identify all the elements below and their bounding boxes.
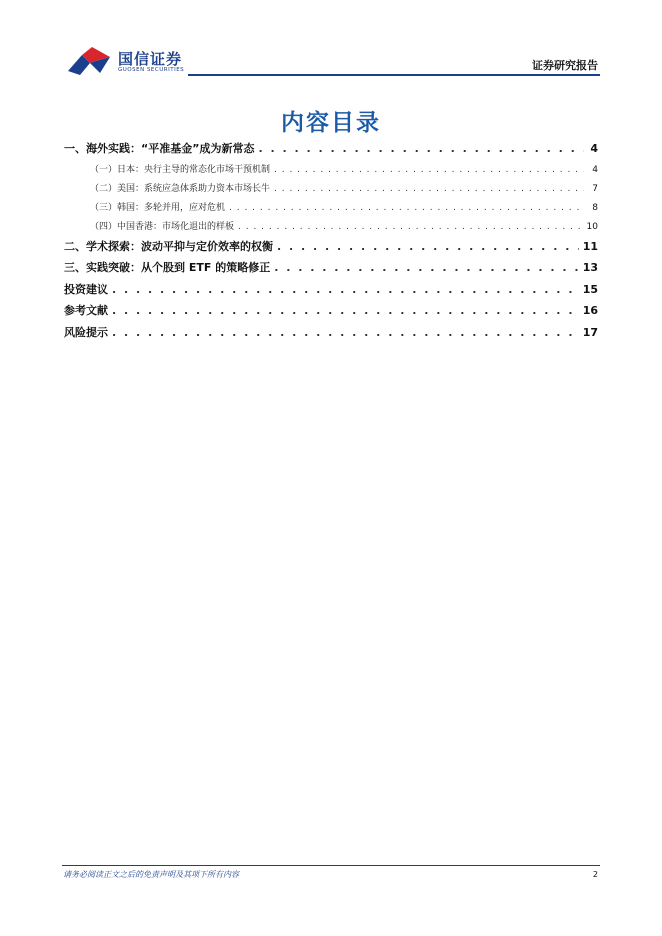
table-of-contents xyxy=(64,140,598,345)
toc-entry-title: （二）美国：系统应急体系助力资本市场长牛 xyxy=(90,183,271,194)
toc-entry-subsection[interactable] xyxy=(64,162,598,181)
toc-entry-page: 7 xyxy=(592,183,598,194)
toc-entry-subsection[interactable] xyxy=(64,181,598,200)
toc-leader-dots xyxy=(274,184,584,194)
toc-leader-dots xyxy=(274,165,584,175)
toc-leader-dots xyxy=(112,283,579,296)
toc-entry-section[interactable] xyxy=(64,238,598,260)
footer-divider xyxy=(62,865,600,866)
toc-leader-dots xyxy=(274,261,578,274)
page-number: 2 xyxy=(592,870,598,879)
toc-leader-dots xyxy=(238,222,583,232)
toc-entry-section[interactable] xyxy=(64,140,598,162)
header-divider xyxy=(188,74,600,76)
toc-entry-page: 4 xyxy=(590,142,598,155)
toc-entry-title: 二、学术探索：波动平抑与定价效率的权衡 xyxy=(64,239,273,253)
toc-leader-dots xyxy=(112,304,579,317)
toc-entry-title: 风险提示 xyxy=(64,325,108,339)
toc-leader-dots xyxy=(258,142,584,155)
toc-leader-dots xyxy=(277,240,579,253)
toc-entry-title: 参考文献 xyxy=(64,304,108,317)
toc-entry-title: （四）中国香港：市场化退出的样板 xyxy=(90,221,235,232)
toc-entry-section[interactable] xyxy=(64,302,598,324)
toc-entry-title: （一）日本：央行主导的常态化市场干预机制 xyxy=(90,164,271,175)
toc-entry-subsection[interactable] xyxy=(64,219,598,238)
toc-entry-page: 11 xyxy=(582,239,598,253)
toc-entry-page: 17 xyxy=(582,325,598,339)
toc-entry-page: 16 xyxy=(582,304,598,317)
logo-chinese-name: 国信证券 xyxy=(118,50,183,68)
toc-entry-page: 4 xyxy=(592,164,598,175)
toc-leader-dots xyxy=(112,326,579,339)
guosen-logo-icon xyxy=(66,47,112,77)
logo-english-name: GUOSEN SECURITIES xyxy=(118,67,185,73)
footer-disclaimer: 请务必阅读正文之后的免责声明及其项下所有内容 xyxy=(63,870,239,879)
report-type-label: 证券研究报告 xyxy=(532,59,598,72)
toc-entry-title: （三）韩国：多轮并用，应对危机 xyxy=(90,202,226,213)
toc-entry-section[interactable] xyxy=(64,324,598,346)
toc-entry-title: 三、实践突破：从个股到 ETF 的策略修正 xyxy=(64,261,271,274)
toc-leader-dots xyxy=(229,203,584,213)
toc-entry-page: 10 xyxy=(586,221,598,232)
toc-entry-section[interactable] xyxy=(64,281,598,303)
toc-entry-page: 13 xyxy=(582,261,598,274)
toc-entry-title: 投资建议 xyxy=(64,282,108,296)
toc-title: 内容目录 xyxy=(281,110,381,136)
toc-entry-subsection[interactable] xyxy=(64,200,598,219)
toc-entry-page: 8 xyxy=(592,202,598,213)
toc-entry-page: 15 xyxy=(582,282,598,296)
toc-entry-title: 一、海外实践：“平准基金”成为新常态 xyxy=(64,142,255,155)
company-logo xyxy=(66,47,184,79)
toc-entry-section[interactable] xyxy=(64,259,598,281)
